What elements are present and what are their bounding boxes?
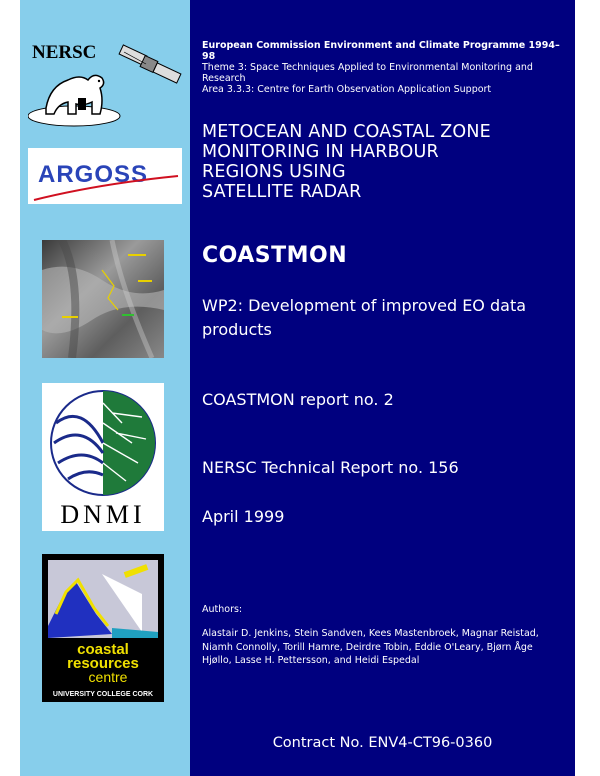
authors-list: Alastair D. Jenkins, Stein Sandven, Kees Mastenbroek, Magnar Reistad, Niamh Connolly, Torill Hamre, Deirdre Tobin, Eddie O'Leary, Bjørn Åge Hjøllo, Lasse H. Pettersson, and Heidi Espedal: [202, 628, 539, 666]
programme-block: [202, 40, 562, 95]
nersc-logo: [28, 28, 182, 132]
globe-icon: [51, 391, 155, 495]
authors-label: Authors:: [202, 604, 243, 615]
crc-logo-line2: resources: [67, 655, 139, 672]
report-date: April 1999: [202, 507, 285, 526]
polar-bear-icon: [28, 75, 120, 126]
nersc-logo-text: NERSC: [32, 42, 97, 63]
argoss-logo-text: ARGOSS: [38, 161, 149, 188]
programme-area: Area 3.3.3: Centre for Earth Observation Application Support: [202, 84, 492, 95]
technical-report-number: NERSC Technical Report no. 156: [202, 458, 459, 477]
crc-logo-line1: coastal: [77, 641, 129, 658]
coastal-resources-centre-logo: [42, 554, 164, 702]
report-title-line: MONITORING IN HARBOUR: [202, 142, 439, 162]
report-title: [202, 122, 562, 202]
satellite-icon: [119, 45, 181, 83]
dnmi-logo-text: DNMI: [60, 500, 146, 529]
report-title-line: METOCEAN AND COASTAL ZONE: [202, 122, 491, 142]
project-acronym: COASTMON: [202, 243, 348, 268]
dnmi-logo: [42, 383, 164, 531]
report-title-line: REGIONS USING: [202, 162, 346, 182]
cover-main-panel: [190, 0, 575, 776]
sar-satellite-image: [42, 240, 164, 358]
report-number: COASTMON report no. 2: [202, 390, 394, 409]
programme-theme: Theme 3: Space Techniques Applied to Environmental Monitoring and Research: [202, 62, 533, 84]
report-title-line: SATELLITE RADAR: [202, 182, 362, 202]
work-package: WP2: Development of improved EO data products: [202, 296, 527, 339]
crc-logo-line3: centre: [88, 669, 128, 685]
programme-title: European Commission Environment and Climate Programme 1994–98: [202, 40, 560, 62]
argoss-logo: [28, 148, 182, 204]
contract-number: Contract No. ENV4-CT96-0360: [272, 735, 493, 751]
crc-logo-university: UNIVERSITY COLLEGE CORK: [52, 691, 154, 698]
